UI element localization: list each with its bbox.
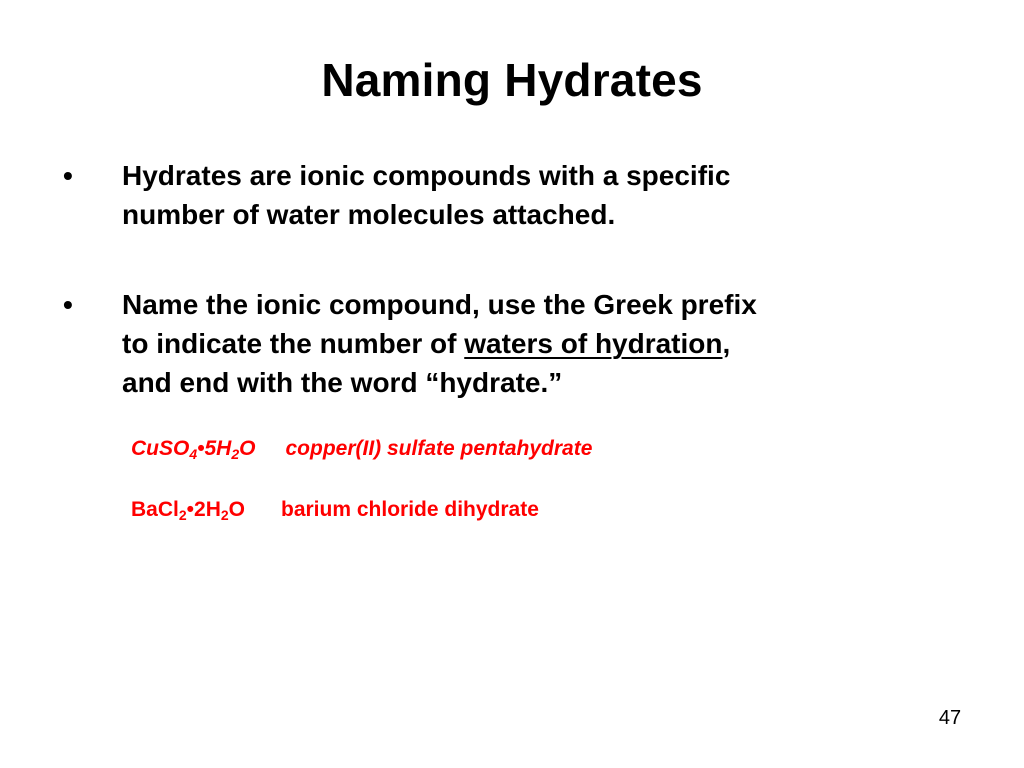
chemical-formula <box>131 435 255 463</box>
formula-part: CuSO <box>131 437 190 460</box>
bullet-icon: • <box>63 160 73 191</box>
formula-part: O <box>239 437 256 460</box>
formula-part: •2H <box>186 498 221 521</box>
bullet-line: number of water molecules attached. <box>122 199 616 230</box>
formula-subscript: 2 <box>178 507 187 523</box>
example-hydrate <box>131 435 592 463</box>
bullet-icon: • <box>63 289 73 320</box>
page-number: 47 <box>938 707 962 729</box>
formula-subscript: 2 <box>231 446 240 462</box>
bullet-line-text: to indicate the number of <box>122 328 465 359</box>
bullet-line: and end with the word “hydrate.” <box>122 367 563 398</box>
bullet-line: Name the ionic compound, use the Greek prefix <box>122 289 757 320</box>
formula-part: •5H <box>197 437 232 460</box>
formula-subscript: 2 <box>220 507 229 523</box>
bullet-line: Hydrates are ionic compounds with a specific <box>122 160 731 191</box>
bullet-text <box>122 156 922 234</box>
formula-part: O <box>228 498 245 521</box>
underlined-term: waters of hydration <box>464 328 723 359</box>
bullet-line-punctuation: , <box>722 328 731 359</box>
bullet-line <box>122 324 922 363</box>
example-hydrate <box>131 496 539 524</box>
bullet-text <box>122 285 922 402</box>
chemical-formula <box>131 496 245 524</box>
slide-title: Naming Hydrates <box>321 54 703 106</box>
compound-name: copper(II) sulfate pentahydrate <box>285 437 593 460</box>
formula-part: BaCl <box>131 498 179 521</box>
compound-name: barium chloride dihydrate <box>281 498 539 521</box>
formula-subscript: 4 <box>189 446 198 462</box>
